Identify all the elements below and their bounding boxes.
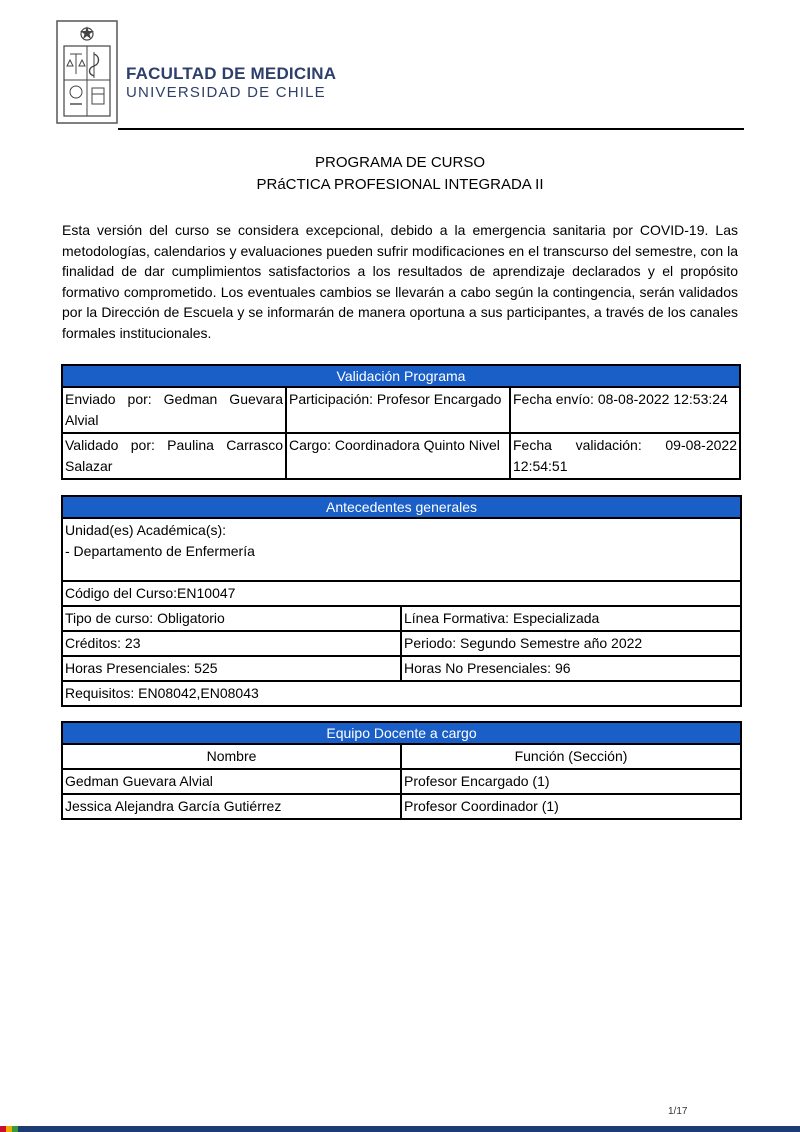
validation-date: Fecha validación: 09-08-2022 12:54:51 xyxy=(510,433,740,479)
teacher-function: Profesor Encargado (1) xyxy=(401,769,741,794)
teaching-team-header: Equipo Docente a cargo xyxy=(62,722,741,744)
general-background-table xyxy=(61,495,742,707)
university-name: UNIVERSIDAD DE CHILE xyxy=(126,84,326,101)
credits: Créditos: 23 xyxy=(62,631,401,656)
page-number: 1/17 xyxy=(668,1106,688,1117)
teaching-team-table xyxy=(61,721,742,820)
academic-unit-value: - Departamento de Enfermería xyxy=(65,543,255,559)
header-rule xyxy=(118,128,744,130)
sent-by: Enviado por: Gedman Guevara Alvial xyxy=(62,387,286,433)
validation-header: Validación Programa xyxy=(62,365,740,387)
remote-hours: Horas No Presenciales: 96 xyxy=(401,656,741,681)
course-type: Tipo de curso: Obligatorio xyxy=(62,606,401,631)
academic-unit-label: Unidad(es) Académica(s): xyxy=(65,522,227,538)
training-line: Línea Formativa: Especializada xyxy=(401,606,741,631)
in-person-hours: Horas Presenciales: 525 xyxy=(62,656,401,681)
general-background-header: Antecedentes generales xyxy=(62,496,741,518)
covid-notice: Esta versión del curso se considera excepcional, debido a la emergencia sanitaria por COVID-19. Las metodologías, calendarios y evaluaciones pueden sufrir modificaciones en el transcurso del semestre, con la finalidad de dar cumplimientos satisfactorios a los resultados de aprendizaje declarados y el propósito formativo comprometido. Los eventuales cambios se llevarán a cabo según la contingencia, serán validados por la Dirección de Escuela y se informarán de manera oportuna a sus participantes, a través de los canales formales institucionales. xyxy=(62,222,738,341)
validation-table xyxy=(61,364,741,480)
table-row xyxy=(62,769,741,794)
teacher-function: Profesor Coordinador (1) xyxy=(401,794,741,819)
column-header-name: Nombre xyxy=(62,744,401,769)
university-seal-logo xyxy=(56,20,118,124)
column-header-function: Función (Sección) xyxy=(401,744,741,769)
course-name: PRáCTICA PROFESIONAL INTEGRADA II xyxy=(256,176,544,193)
participation: Participación: Profesor Encargado xyxy=(286,387,510,433)
validated-by: Validado por: Paulina Carrasco Salazar xyxy=(62,433,286,479)
faculty-name: FACULTAD DE MEDICINA xyxy=(126,64,337,83)
footer-color-bar xyxy=(0,1126,800,1132)
sent-date: Fecha envío: 08-08-2022 12:53:24 xyxy=(510,387,740,433)
teacher-name: Gedman Guevara Alvial xyxy=(62,769,401,794)
table-row xyxy=(62,794,741,819)
period: Periodo: Segundo Semestre año 2022 xyxy=(401,631,741,656)
doc-title: PROGRAMA DE CURSO xyxy=(314,154,486,171)
role: Cargo: Coordinadora Quinto Nivel xyxy=(286,433,510,479)
teacher-name: Jessica Alejandra García Gutiérrez xyxy=(62,794,401,819)
course-code: Código del Curso:EN10047 xyxy=(62,581,741,606)
prerequisites: Requisitos: EN08042,EN08043 xyxy=(62,681,741,706)
